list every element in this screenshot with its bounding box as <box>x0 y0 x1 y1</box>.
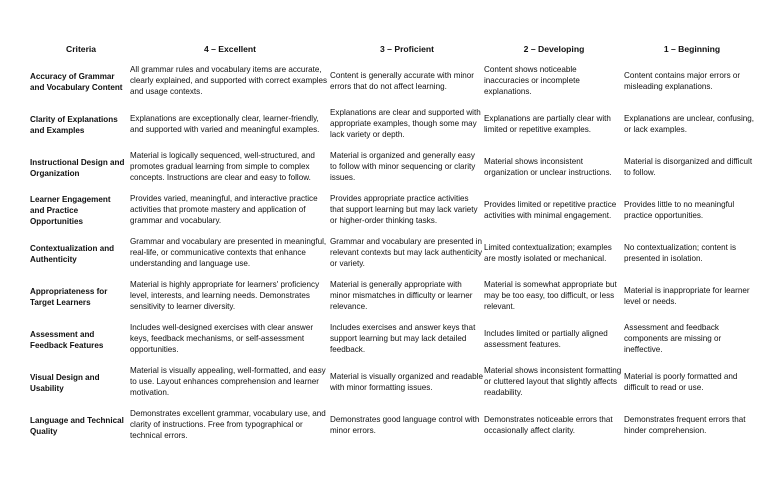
level-3-cell: Grammar and vocabulary are presented in relevant contexts but may lack authenticity or variety. <box>330 237 483 268</box>
level-3-cell: Material is generally appropriate with minor mismatches in difficulty or learner relevance. <box>330 280 473 311</box>
header-row <box>30 40 760 60</box>
criteria-cell: Language and Technical Quality <box>30 415 124 436</box>
table-row <box>30 60 760 103</box>
level-4-cell: Grammar and vocabulary are presented in meaningful, real-life, or communicative contexts that enhance understanding and language use. <box>130 237 327 268</box>
level-4-cell: Material is highly appropriate for learners' proficiency level, interests, and learning needs. Demonstrates sensitivity to learner diversity. <box>130 280 320 311</box>
level-3-cell: Provides appropriate practice activities that support learning but may lack variety or higher-order thinking tasks. <box>330 194 478 225</box>
header-level-1: 1 – Beginning <box>663 44 721 54</box>
level-1-cell: Explanations are unclear, confusing, or lack examples. <box>624 113 755 134</box>
level-2-cell: Provides limited or repetitive practice activities with minimal engagement. <box>484 199 617 220</box>
level-1-cell: Provides little to no meaningful practice opportunities. <box>624 199 735 220</box>
level-1-cell: Content contains major errors or misleading explanations. <box>624 70 741 91</box>
level-1-cell: Material is inappropriate for learner level or needs. <box>624 285 750 306</box>
table-row <box>30 361 760 404</box>
level-2-cell: Demonstrates noticeable errors that occasionally affect clarity. <box>484 414 613 435</box>
table-row <box>30 146 760 189</box>
level-2-cell: Content shows noticeable inaccuracies or incomplete explanations. <box>484 65 580 96</box>
criteria-cell: Assessment and Feedback Features <box>30 329 104 350</box>
criteria-cell: Appropriateness for Target Learners <box>30 286 108 307</box>
criteria-cell: Clarity of Explanations and Examples <box>30 114 118 135</box>
criteria-cell: Visual Design and Usability <box>30 372 100 393</box>
level-2-cell: Limited contextualization; examples are mostly isolated or mechanical. <box>484 242 612 263</box>
header-level-3: 3 – Proficient <box>380 44 434 54</box>
header-level-4: 4 – Excellent <box>203 44 257 54</box>
level-1-cell: No contextualization; content is presented in isolation. <box>624 242 737 263</box>
level-1-cell: Material is disorganized and difficult to follow. <box>624 156 753 177</box>
level-4-cell: Explanations are exceptionally clear, learner-friendly, and supported with varied and meaningful examples. <box>130 113 320 134</box>
level-2-cell: Includes limited or partially aligned assessment features. <box>484 328 608 349</box>
table-row <box>30 275 760 318</box>
criteria-cell: Contextualization and Authenticity <box>30 243 115 264</box>
level-2-cell: Material shows inconsistent formatting or cluttered layout that slightly affects readability. <box>484 366 622 397</box>
level-4-cell: Material is visually appealing, well-formatted, and easy to use. Layout enhances comprehension and learner motivation. <box>130 366 326 397</box>
level-3-cell: Includes exercises and answer keys that support learning but may lack detailed feedback. <box>330 323 476 354</box>
level-3-cell: Material is organized and generally easy to follow with minor sequencing or clarity issues. <box>330 151 476 182</box>
level-4-cell: Provides varied, meaningful, and interactive practice activities that promote mastery and application of grammar and vocabulary. <box>130 194 318 225</box>
table-row <box>30 232 760 275</box>
level-4-cell: All grammar rules and vocabulary items are accurate, clearly explained, and supported with correct examples and usage contexts. <box>130 65 328 96</box>
level-3-cell: Demonstrates good language control with minor errors. <box>330 414 480 435</box>
rubric-table <box>30 40 760 447</box>
level-4-cell: Material is logically sequenced, well-structured, and promotes gradual learning from simple to complex concepts. Instructions are clear and easy to follow. <box>130 151 315 182</box>
level-2-cell: Material shows inconsistent organization or unclear instructions. <box>484 156 612 177</box>
header-criteria: Criteria <box>66 44 97 54</box>
criteria-cell: Instructional Design and Organization <box>30 157 125 178</box>
criteria-cell: Learner Engagement and Practice Opportunities <box>30 195 111 226</box>
level-1-cell: Material is poorly formatted and difficult to read or use. <box>624 371 738 392</box>
level-4-cell: Demonstrates excellent grammar, vocabulary use, and clarity of instructions. Free from typographical or technical errors. <box>130 409 326 440</box>
level-1-cell: Demonstrates frequent errors that hinder comprehension. <box>624 414 746 435</box>
level-4-cell: Includes well-designed exercises with clear answer keys, feedback mechanisms, or self-assessment opportunities. <box>130 323 314 354</box>
table-row <box>30 318 760 361</box>
criteria-cell: Accuracy of Grammar and Vocabulary Content <box>30 71 123 92</box>
level-2-cell: Material is somewhat appropriate but may be too easy, too difficult, or less relevant. <box>484 280 617 311</box>
table-row <box>30 404 760 447</box>
level-3-cell: Explanations are clear and supported with appropriate examples, though some may lack variety or depth. <box>330 108 481 139</box>
level-3-cell: Material is visually organized and readable with minor formatting issues. <box>330 371 483 392</box>
level-2-cell: Explanations are partially clear with limited or repetitive examples. <box>484 113 611 134</box>
table-row <box>30 189 760 232</box>
header-level-2: 2 – Developing <box>523 44 585 54</box>
table-row <box>30 103 760 146</box>
level-1-cell: Assessment and feedback components are missing or ineffective. <box>624 323 722 354</box>
level-3-cell: Content is generally accurate with minor errors that do not affect learning. <box>330 70 474 91</box>
